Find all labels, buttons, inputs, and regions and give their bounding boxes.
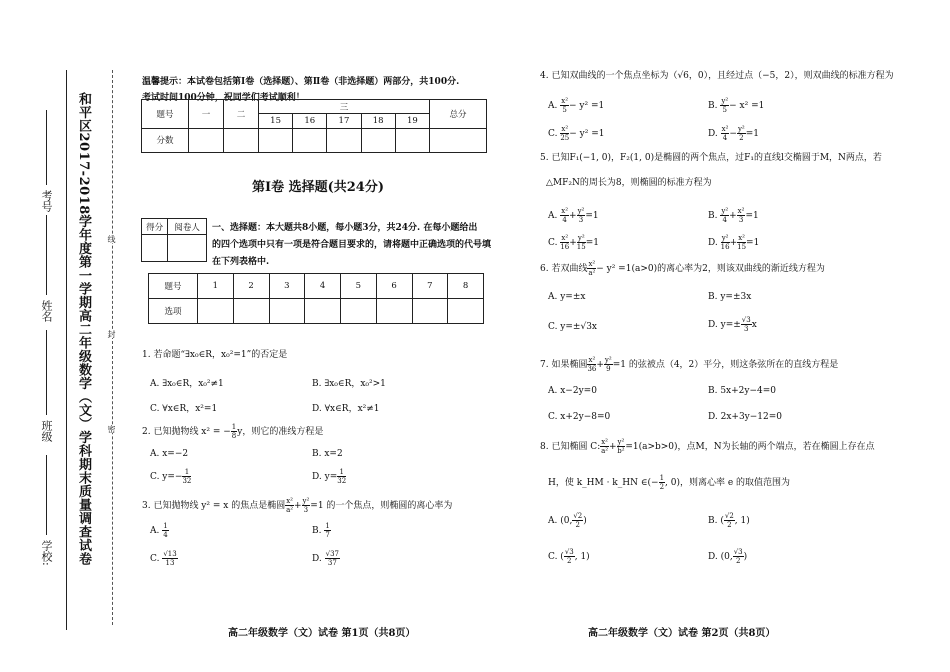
seal-dashed-line [112,70,113,625]
answer-cell[interactable] [376,299,412,324]
q6-option-d [708,316,757,333]
grader-cell[interactable] [142,235,168,262]
q5-d-f1-den: 16 [720,243,730,251]
q2-d-num: 1 [337,468,346,477]
q4-b-num: y² [721,97,729,105]
q8-d-tail: ) [743,552,748,562]
q8-option-c [548,548,590,565]
q3-c-den: 13 [165,559,175,567]
q8-stem2-den: 2 [659,483,665,491]
q2-option-c-frac [182,468,191,485]
q5-stem-1: 5. 已知F₁(−1, 0)，F₂(1, 0)是椭圆的两个焦点，过F₁的直线l交椭圆于M，N两点，若 [540,153,882,163]
score-sub-16: 16 [293,114,327,128]
q5-option-c [548,234,599,251]
q8-c-num: √3 [564,548,574,556]
instruction-line-1: 一、选择题：本大题共8小题，每小题3分，共24分. 在每小题给出 [212,223,478,233]
q3-frac-b [302,497,311,514]
q7-f2 [604,356,613,373]
score-sub-17: 17 [327,114,361,128]
q3-frac-a-num: x² [286,497,293,505]
q7-stem-post: =1 的弦被点（4，2）平分，则这条弦所在的直线方程是 [612,360,839,370]
q5-d-f1-num: y² [721,234,729,242]
q4-d-den: 4 [722,134,728,142]
q3-stem-post: =1 的一个焦点，则椭圆的离心率为 [310,501,453,511]
q6-d-num: √3 [741,316,751,324]
binding-line [66,70,67,630]
q7-f2-den: 9 [606,365,611,373]
q2-c-den: 32 [182,477,192,485]
instruction-line-3: 在下列表格中. [212,257,270,267]
q6-d-frac [741,316,752,333]
q2-option-a: A. x=−2 [150,449,189,459]
q1-option-a: A. ∃x₀∈R，x₀²≠1 [150,379,224,389]
q4-b-tail: − x² =1 [729,101,765,111]
exam-title-vertical: 和平区2017-2018学年度第一学期高二年级数学（文）学科期末质量调查试卷 [76,92,91,566]
q8-b-num: √2 [724,512,734,520]
class-label: 班级 [40,420,53,442]
name-label: 姓名 [40,300,53,322]
q5-a-f2 [577,207,586,224]
q5-c-f2-num: y² [577,234,585,242]
exam-no-blank [46,110,48,185]
q3-c-label: C. [150,554,160,564]
q4-option-b [708,97,764,114]
q5-c-f2 [577,234,586,251]
q5-option-d [708,234,759,251]
q4-d-frac-2 [737,125,746,142]
q2-option-c [150,468,191,485]
answer-cell[interactable] [305,299,341,324]
q5-a-f2-num: y² [577,207,585,215]
q4-b-den: 5 [722,106,727,114]
q8-f1-den: a² [601,447,609,455]
q8-c-tail: , 1) [574,552,590,562]
q3-a-frac [162,522,168,539]
q7-option-b: B. 5x+2y−4=0 [708,386,777,396]
q4-option-c [548,125,604,142]
q8-d-den: 2 [735,557,741,565]
q4-d2-den: 2 [739,134,744,142]
answer-table [148,273,484,324]
q5-c-f1-den: 16 [560,243,570,251]
q5-d-f2 [737,234,746,251]
q5-b-plus: + [729,211,737,221]
score-cell[interactable] [224,128,259,152]
q7-option-d: D. 2x+3y−12=0 [708,412,783,422]
grader-box [141,218,207,262]
q6-option-c: C. y=±√3x [548,322,597,332]
answer-num-5: 5 [341,274,377,299]
grader-score-label: 得分 [142,219,168,235]
q3-stem-pre: 3. 已知抛物线 y² = x 的焦点是椭圆 [142,501,286,511]
q8-stem-2 [548,474,790,491]
q2-option-d-text: D. y= [312,472,338,482]
q2-stem-post: y，则它的准线方程是 [237,427,324,437]
q1-option-d: D. ∀x∈R，x²≠1 [312,404,380,414]
q4-option-a [548,97,604,114]
q5-c-f1-num: x² [561,234,569,242]
answer-row1-label: 题号 [149,274,198,299]
q4-a-num: x² [561,97,569,105]
seal-mark-mi: 密 [107,425,116,433]
answer-cell[interactable] [341,299,377,324]
q3-frac-a-den: a² [286,506,294,514]
q4-a-tail: − y² =1 [569,101,605,111]
q4-d2-num: y² [737,125,745,133]
q8-stem2-post: , 0)，则离心率 e 的取值范围为 [665,478,791,488]
q3-b-frac [324,522,330,539]
q5-a-eq: =1 [585,211,599,221]
q7-option-c: C. x+2y−8=0 [548,412,611,422]
q6-stem-pre: 6. 若双曲线 [540,264,588,274]
q5-d-f2-num: x² [738,234,745,242]
q6-stem-post: − y² =1(a>0)的离心率为2，则该双曲线的渐近线方程为 [596,264,825,274]
name-blank [46,215,48,295]
q3-stem [142,497,452,514]
q8-f1-num: x² [601,438,608,446]
q5-option-b [708,207,759,224]
q4-d-label: D. [708,129,718,139]
footer-page-1: 高二年级数学（文）试卷 第1页（共8页） [228,628,416,639]
score-col-2: 二 [224,100,259,129]
q6-option-a: A. y=±x [548,292,586,302]
q5-d-eq: =1 [746,238,760,248]
q3-option-a [150,522,169,539]
notice-line-2: 考试时间100分钟，祝同学们考试顺利！ [142,93,305,103]
q4-a-label: A. [548,101,558,111]
answer-num-6: 6 [376,274,412,299]
q8-b-den: 2 [727,521,732,529]
score-sub-18: 18 [361,114,395,128]
score-cell[interactable] [395,128,429,152]
notice-line-1: 温馨提示：本试卷包括第Ⅰ卷（选择题）、第Ⅱ卷（非选择题）两部分，共100分. [142,77,460,87]
q4-a-frac [560,97,569,114]
q5-c-f1 [560,234,569,251]
q5-b-eq: =1 [745,211,759,221]
q2-stem-frac-den: 8 [231,432,237,440]
q2-option-b: B. x=2 [312,449,343,459]
q8-c-label: C. ( [548,552,564,562]
q4-c-num: x² [561,125,569,133]
q8-stem-pre: 8. 已知椭圆 C: [540,442,601,452]
score-cell[interactable] [361,128,395,152]
answer-num-8: 8 [448,274,484,299]
q8-option-d [708,548,747,565]
q6-d-tail: x [751,320,757,330]
q5-b-label: B. [708,211,718,221]
answer-num-1: 1 [198,274,234,299]
q5-c-label: C. [548,238,558,248]
q1-option-b: B. ∃x₀∈R，x₀²>1 [312,379,386,389]
q5-a-f1 [560,207,569,224]
answer-cell[interactable] [198,299,234,324]
q8-c-den: 2 [567,557,572,565]
q5-a-f1-den: 4 [562,216,567,224]
q7-option-a: A. x−2y=0 [548,386,597,396]
q5-stem-2: △MF₂N的周长为8，则椭圆的标准方程为 [546,178,712,188]
score-sub-19: 19 [395,114,429,128]
score-col-3-group: 三 [259,100,430,114]
q5-c-plus: + [569,238,577,248]
score-row1-label: 题号 [142,100,189,129]
score-sub-15: 15 [259,114,293,128]
q8-d-num: √3 [733,548,743,556]
q8-f2-den: b² [617,447,625,455]
q2-option-d-frac [337,468,346,485]
answer-row2-label: 选项 [149,299,198,324]
answer-cell[interactable] [412,299,448,324]
q3-c-frac [162,550,177,567]
q4-a-den: 5 [562,106,567,114]
q7-stem-pre: 7. 如果椭圆 [540,360,588,370]
q6-d-label: D. y=± [708,320,741,330]
q5-d-label: D. [708,238,718,248]
answer-cell[interactable] [448,299,484,324]
q3-b-den: 7 [325,531,330,539]
q8-stem-1 [540,438,875,455]
q2-d-den: 32 [337,477,347,485]
q1-stem: 1. 若命题“∃x₀∈R，x₀²=1”的否定是 [142,350,288,360]
q7-stem [540,356,838,373]
q5-d-f1 [721,234,730,251]
section1-title: 第Ⅰ卷 选择题(共24分) [252,180,384,195]
q3-plus: + [293,501,302,511]
q3-a-label: A. [150,526,160,536]
q8-f2 [617,438,626,455]
q5-b-f1 [720,207,729,224]
q8-a-num: √2 [573,512,583,520]
q3-option-c [150,550,178,567]
q6-frac-num: x² [588,260,596,268]
q5-b-f2-den: 3 [738,216,744,224]
q8-a-den: 2 [575,521,581,529]
q3-c-num: √13 [163,550,177,558]
q2-option-d [312,468,346,485]
q4-d-tail: =1 [745,129,759,139]
q3-a-den: 4 [163,531,168,539]
score-cell[interactable] [430,128,487,152]
q5-a-f1-num: x² [561,207,569,215]
q7-f1-den: 36 [587,365,597,373]
q3-d-num: √37 [325,550,340,558]
q2-option-c-text: C. y=− [150,472,183,482]
answer-num-3: 3 [269,274,305,299]
footer-page-2: 高二年级数学（文）试卷 第2页（共8页） [588,628,776,639]
score-col-1: 一 [189,100,224,129]
q8-b-tail: , 1) [734,516,750,526]
q5-b-f2-num: x² [737,207,745,215]
score-table [141,99,487,153]
q8-b-frac [724,512,735,529]
school-label: 学校: [40,540,53,566]
score-row2-label: 分数 [142,128,189,152]
q8-f2-num: y² [617,438,625,446]
q4-b-label: B. [708,101,718,111]
q8-stem-post: =1(a>b>0)，点M，N为长轴的两个端点，若在椭圆上存在点 [625,442,875,452]
q2-c-num: 1 [182,468,191,477]
q8-c-frac [564,548,575,565]
school-blank [46,455,48,535]
score-cell[interactable] [259,128,293,152]
q3-frac-a [285,497,294,514]
q8-plus: + [609,442,617,452]
q8-d-label: D. (0, [708,552,733,562]
q4-c-den: 25 [560,134,570,142]
q5-b-f1-den: 4 [722,216,727,224]
q5-a-label: A. [548,211,558,221]
q6-d-den: 3 [744,325,749,333]
q3-option-d [312,550,340,567]
instruction-line-2: 的四个选项中只有一项是符合题目要求的，请将题中正确选项的代号填 [212,240,492,250]
q6-frac-den: a² [588,269,596,277]
q5-a-f2-den: 3 [578,216,584,224]
q4-d-minus: − [729,129,737,139]
q6-frac [587,260,596,277]
answer-num-7: 7 [412,274,448,299]
exam-no-label: 考号 [40,190,53,212]
q8-a-tail: ) [583,516,587,526]
q6-option-b: B. y=±3x [708,292,752,302]
q5-c-f2-den: 15 [576,243,586,251]
q3-d-frac [325,550,340,567]
answer-cell[interactable] [233,299,269,324]
score-total: 总分 [430,100,487,129]
grader-cell[interactable] [168,235,207,262]
q8-a-label: A. (0, [548,516,573,526]
q5-d-f2-den: 15 [737,243,747,251]
q5-d-plus: + [729,238,738,248]
score-cell[interactable] [327,128,361,152]
q8-a-frac [572,512,583,529]
q2-stem-frac-num: 1 [231,423,237,431]
q7-f2-num: y² [604,356,612,364]
q4-b-frac [720,97,729,114]
q2-stem [142,423,323,440]
q4-c-frac [560,125,569,142]
q4-option-d [708,125,759,142]
q2-stem-pre: 2. 已知抛物线 x² = − [142,427,231,437]
q5-b-f1-num: y² [721,207,729,215]
seal-mark-feng: 封 [107,330,116,338]
q8-stem2-num: 1 [659,474,665,482]
q1-option-c: C. ∀x∈R，x²=1 [150,404,218,414]
q5-c-eq: =1 [585,238,599,248]
answer-cell[interactable] [269,299,305,324]
q3-b-label: B. [312,526,322,536]
q4-c-label: C. [548,129,558,139]
q8-d-frac [733,548,744,565]
answer-num-2: 2 [233,274,269,299]
q5-option-a [548,207,599,224]
q3-d-den: 37 [327,559,337,567]
q4-c-tail: − y² =1 [569,129,605,139]
q7-f1-num: x² [588,356,596,364]
q8-option-a [548,512,587,529]
q8-f1 [600,438,609,455]
q4-d-num: x² [721,125,729,133]
answer-num-4: 4 [305,274,341,299]
seal-mark-xian: 线 [107,235,116,243]
class-blank [46,330,48,415]
q3-frac-b-num: y² [302,497,310,505]
q8-b-label: B. ( [708,516,724,526]
score-cell[interactable] [189,128,224,152]
q8-option-b [708,512,750,529]
q3-a-num: 1 [163,522,168,530]
q3-d-label: D. [312,554,322,564]
score-cell[interactable] [293,128,327,152]
q8-stem2-pre: H，使 k_HM · k_HN ∈(− [548,478,659,488]
q3-b-num: 1 [325,522,330,530]
q5-a-plus: + [569,211,577,221]
q4-stem: 4. 已知双曲线的一个焦点坐标为（√6，0），且经过点（−5，2），则双曲线的标准方程为 [540,71,894,81]
q6-stem [540,260,825,277]
q3-frac-b-den: 3 [303,506,309,514]
q7-plus: + [596,360,604,370]
grader-name-label: 阅卷人 [168,219,207,235]
q3-option-b [312,522,331,539]
